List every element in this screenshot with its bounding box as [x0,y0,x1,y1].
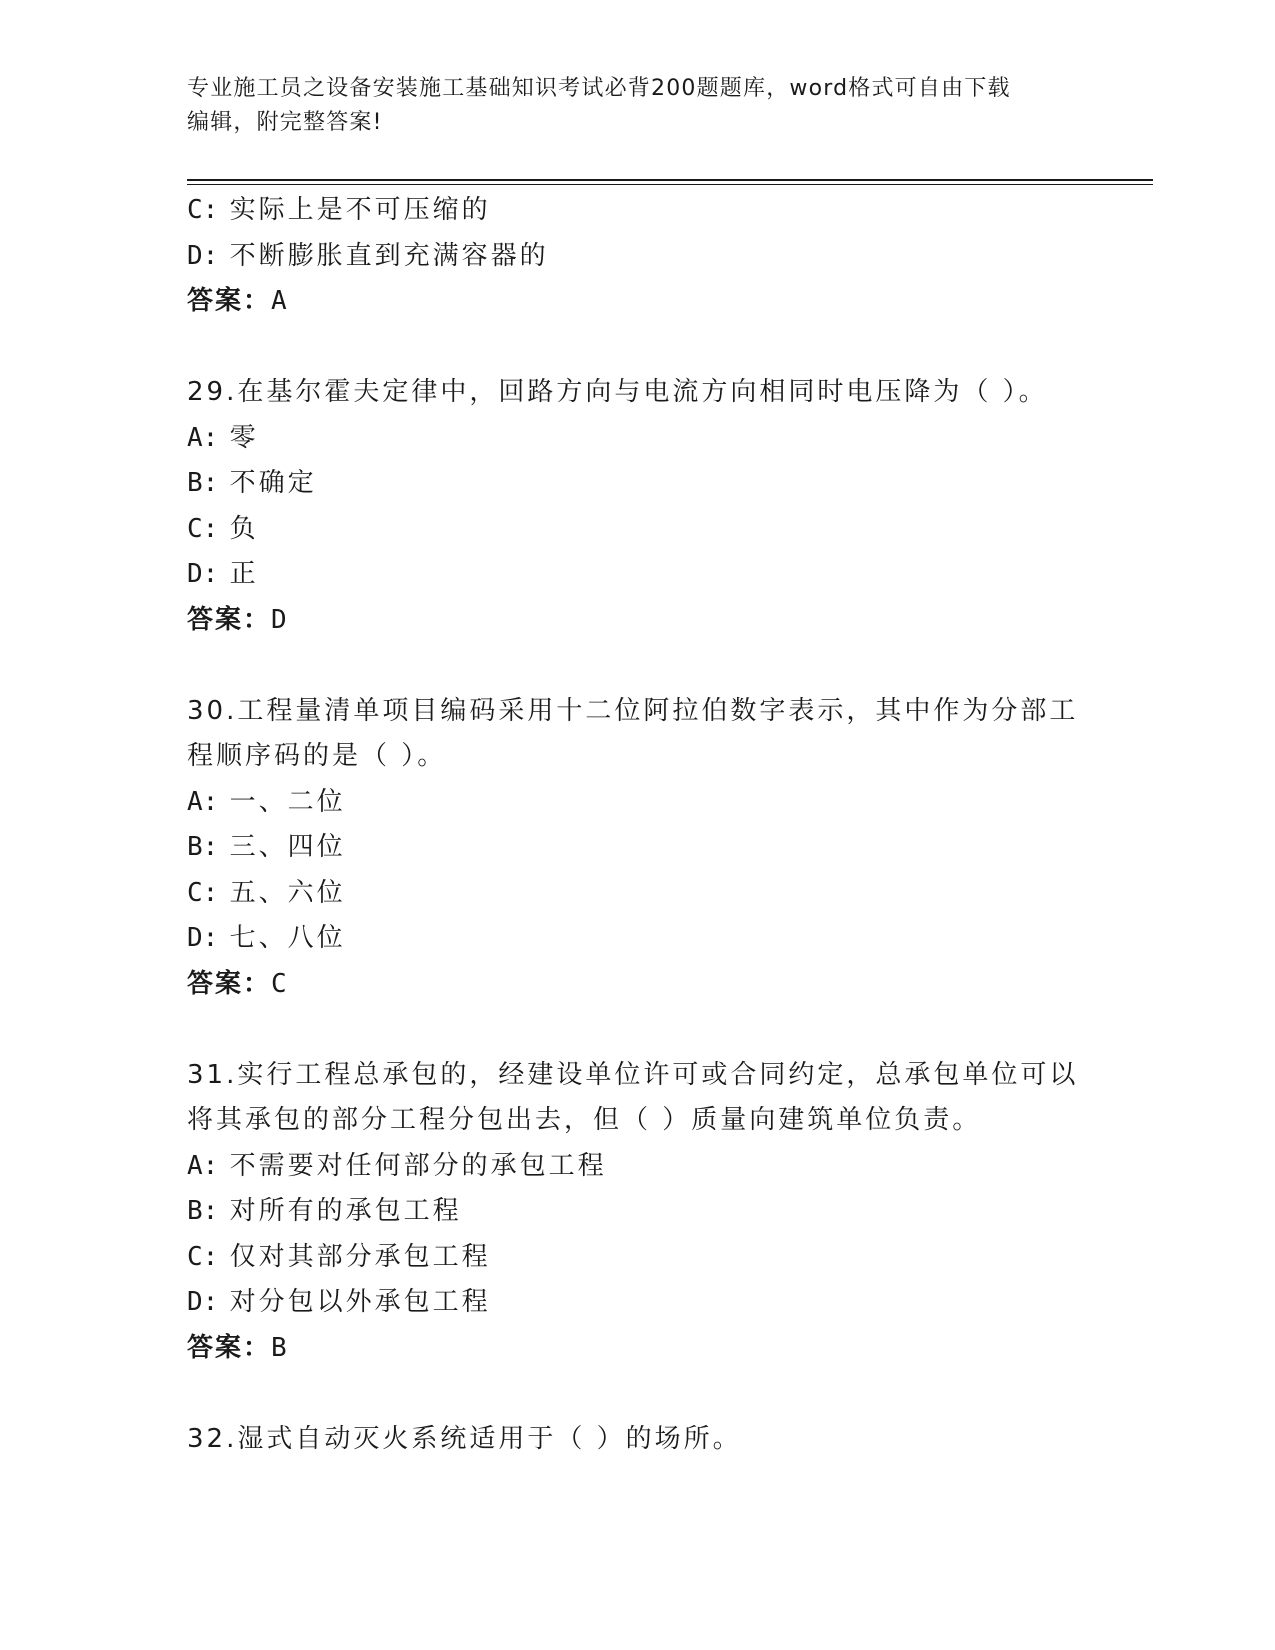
question-stem: 将其承包的部分工程分包出去，但（ ）质量向建筑单位负责。 [187,1105,982,1135]
question-stem: 32.湿式自动灭火系统适用于（ ）的场所。 [187,1423,742,1454]
option-d [187,234,1087,280]
question-31 [187,1053,1087,1372]
option-text: 不需要对任何部分的承包工程 [229,1150,607,1181]
question-stem: 31.实行工程总承包的，经建设单位许可或合同约定，总承包单位可以 [187,1059,1079,1090]
option-d [187,552,1087,598]
answer-label: 答案： [187,1332,272,1363]
option-key: D: [187,559,219,589]
option-b [187,825,1087,871]
question-32 [187,1417,1087,1463]
header-line-2: 编辑，附完整答案! [187,110,383,135]
spacer [187,1371,1087,1417]
option-key: C: [187,513,219,544]
option-b [187,1189,1087,1235]
option-key: A: [187,1150,219,1181]
option-c [187,188,1087,234]
option-key: A: [187,786,219,817]
option-text: 一、二位 [229,786,346,817]
spacer [187,643,1087,689]
question-list [187,188,1087,1462]
option-d [187,916,1087,962]
option-b [187,461,1087,507]
option-text: 不断膨胀直到充满容器的 [229,240,549,271]
header-divider-thin [187,184,1153,185]
document-header [187,72,1077,140]
option-key: A: [187,422,219,453]
question-30 [187,689,1087,1008]
question-stem: 29.在基尔霍夫定律中，回路方向与电流方向相同时电压降为（ ）。 [187,377,1048,407]
option-key: C: [187,877,219,908]
option-text: 正 [229,559,259,589]
answer-value: A [271,286,290,316]
question-29 [187,370,1087,643]
answer-label: 答案： [187,604,272,635]
option-text: 七、八位 [229,923,346,953]
answer-line [187,279,1087,325]
question-stem: 程顺序码的是（ ）。 [187,741,447,771]
option-key: B: [187,832,219,862]
question-stem: 30.工程量清单项目编码采用十二位阿拉伯数字表示，其中作为分部工 [187,695,1079,726]
answer-value: B [271,1332,290,1363]
option-key: D: [187,923,219,953]
option-c [187,1235,1087,1281]
option-text: 五、六位 [229,877,346,908]
option-text: 实际上是不可压缩的 [229,195,491,225]
answer-value: D [271,604,290,635]
option-text: 对分包以外承包工程 [229,1287,491,1317]
option-key: C: [187,195,219,225]
option-key: C: [187,1241,219,1272]
answer-label: 答案： [187,286,272,316]
answer-line [187,1326,1087,1372]
option-c [187,507,1087,553]
option-text: 三、四位 [229,832,346,862]
question-continuation [187,188,1087,325]
option-key: D: [187,1287,219,1317]
option-d [187,1280,1087,1326]
option-a [187,780,1087,826]
option-a [187,416,1087,462]
option-text: 不确定 [229,468,317,498]
answer-line [187,598,1087,644]
spacer [187,325,1087,371]
spacer [187,1007,1087,1053]
answer-value: C [271,968,290,999]
option-c [187,871,1087,917]
header-divider-thick [187,179,1153,181]
option-key: D: [187,240,219,271]
option-key: B: [187,468,219,498]
option-text: 负 [229,513,259,544]
option-a [187,1144,1087,1190]
option-text: 零 [229,422,259,453]
option-key: B: [187,1196,219,1226]
option-text: 仅对其部分承包工程 [229,1241,491,1272]
answer-label: 答案： [187,968,272,999]
header-line-1: 专业施工员之设备安装施工基础知识考试必背200题题库，word格式可自由下载 [187,76,1011,101]
answer-line [187,962,1087,1008]
option-text: 对所有的承包工程 [229,1196,462,1226]
